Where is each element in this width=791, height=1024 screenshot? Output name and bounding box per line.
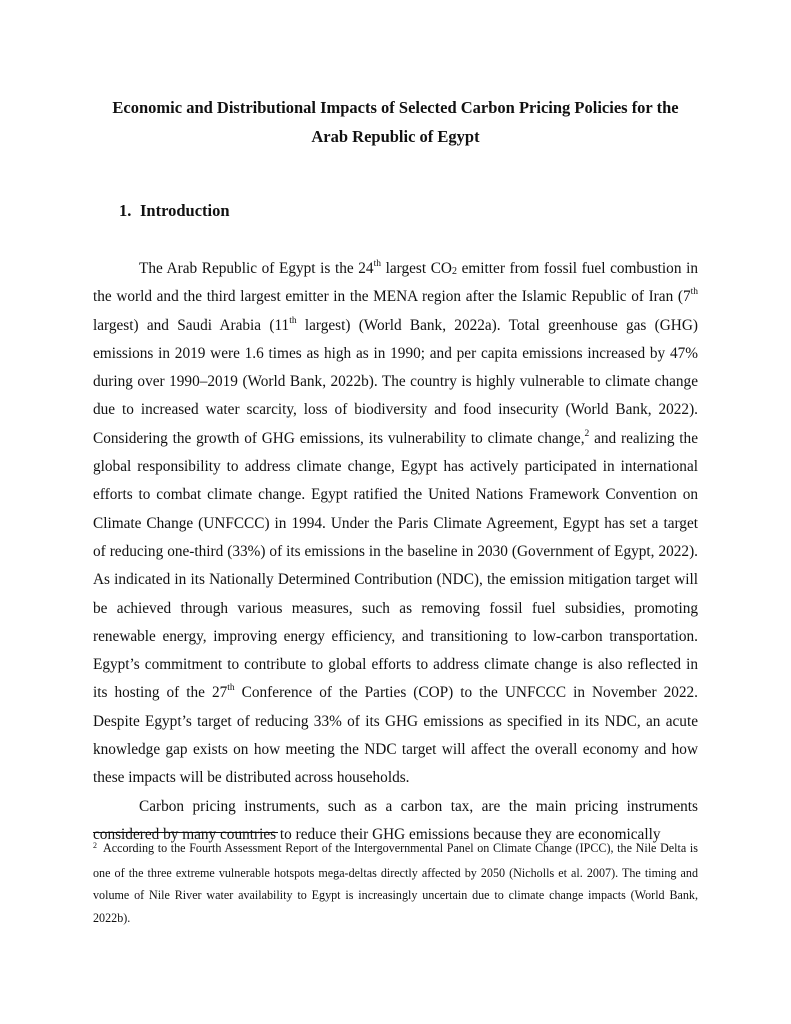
text-run: emitter from fossil fuel combustion in the world and the third largest emitter in the MENA region after the Islamic Republic of Iran (7 (93, 260, 698, 306)
text-run: The Arab Republic of Egypt is the 24 (139, 260, 374, 277)
text-run: largest) and Saudi Arabia (11 (93, 316, 290, 334)
footnote (93, 837, 698, 929)
footnote-reference[interactable]: 2 (584, 428, 590, 439)
text-run: Conference of the Parties (COP) to the UNFCCC in November 2022. Despite Egypt’s target of reducing 33% of its GHG emissions as specified in its NDC, an acute knowledge gap exists on how meeting the NDC target will affect the overall economy and how these impacts will be distributed across households. (93, 684, 698, 787)
paragraph-1 (93, 255, 698, 793)
footnote-marker: 2 (93, 841, 97, 850)
section-heading (119, 199, 230, 223)
text-run: largest) (World Bank, 2022a). Total greenhouse gas (GHG) emissions in 2019 were 1.6 times as high as in 1990; and per capita emissions increased by 47% during over 1990–2019 (World Bank, 2022b). The country is highly vulnerable to climate change due to increased water scarcity, loss of biodiversity and food insecurity (World Bank, 2022). Considering the growth of GHG emissions, its vulnerability to climate change, (93, 316, 698, 447)
footnote-text: According to the Fourth Assessment Report of the Intergovernmental Panel on Climate Change (IPCC), the Nile Delta is one of the three extreme vulnerable hotspots mega-deltas directly affected by 2050 (Nicholls et al. 2007). The timing and volume of Nile River water availability to Egypt is increasingly uncertain due to climate change impacts (World Bank, 2022b). (93, 841, 698, 925)
section-number: 1. (119, 201, 132, 220)
footnote-divider (93, 832, 278, 833)
ordinal-superscript: th (373, 258, 381, 269)
text-run: largest CO (380, 260, 452, 277)
subscript: 2 (451, 266, 457, 277)
text-run: and realizing the global responsibility to address climate change, Egypt has actively participated in international efforts to combat climate change. Egypt ratified the United Nations Framework Convention on Climate Change (UNFCCC) in 1994. Under the Paris Climate Agreement, Egypt has set a target of reducing one-third (33%) of its emissions in the baseline in 2030 (Government of Egypt, 2022). As indicated in its Nationally Determined Contribution (NDC), the emission mitigation target will be achieved through various measures, such as removing fossil fuel subsidies, promoting renewable energy, improving energy efficiency, and transitioning to low-carbon transportation. Egypt’s commitment to contribute to global efforts to address climate change is also reflected in its hosting of the 27 (93, 429, 698, 702)
body-text (93, 255, 698, 849)
paragraph-2: Carbon pricing instruments, such as a carbon tax, are the main pricing instruments considered by many countries to reduce their GHG emissions because they are economically (93, 797, 698, 843)
section-title: Introduction (140, 201, 230, 220)
paper-title: Economic and Distributional Impacts of Selected Carbon Pricing Policies for the Arab Republic of Egypt (112, 98, 679, 146)
ordinal-superscript: th (690, 287, 698, 298)
ordinal-superscript: th (289, 315, 297, 326)
ordinal-superscript: th (227, 683, 235, 694)
